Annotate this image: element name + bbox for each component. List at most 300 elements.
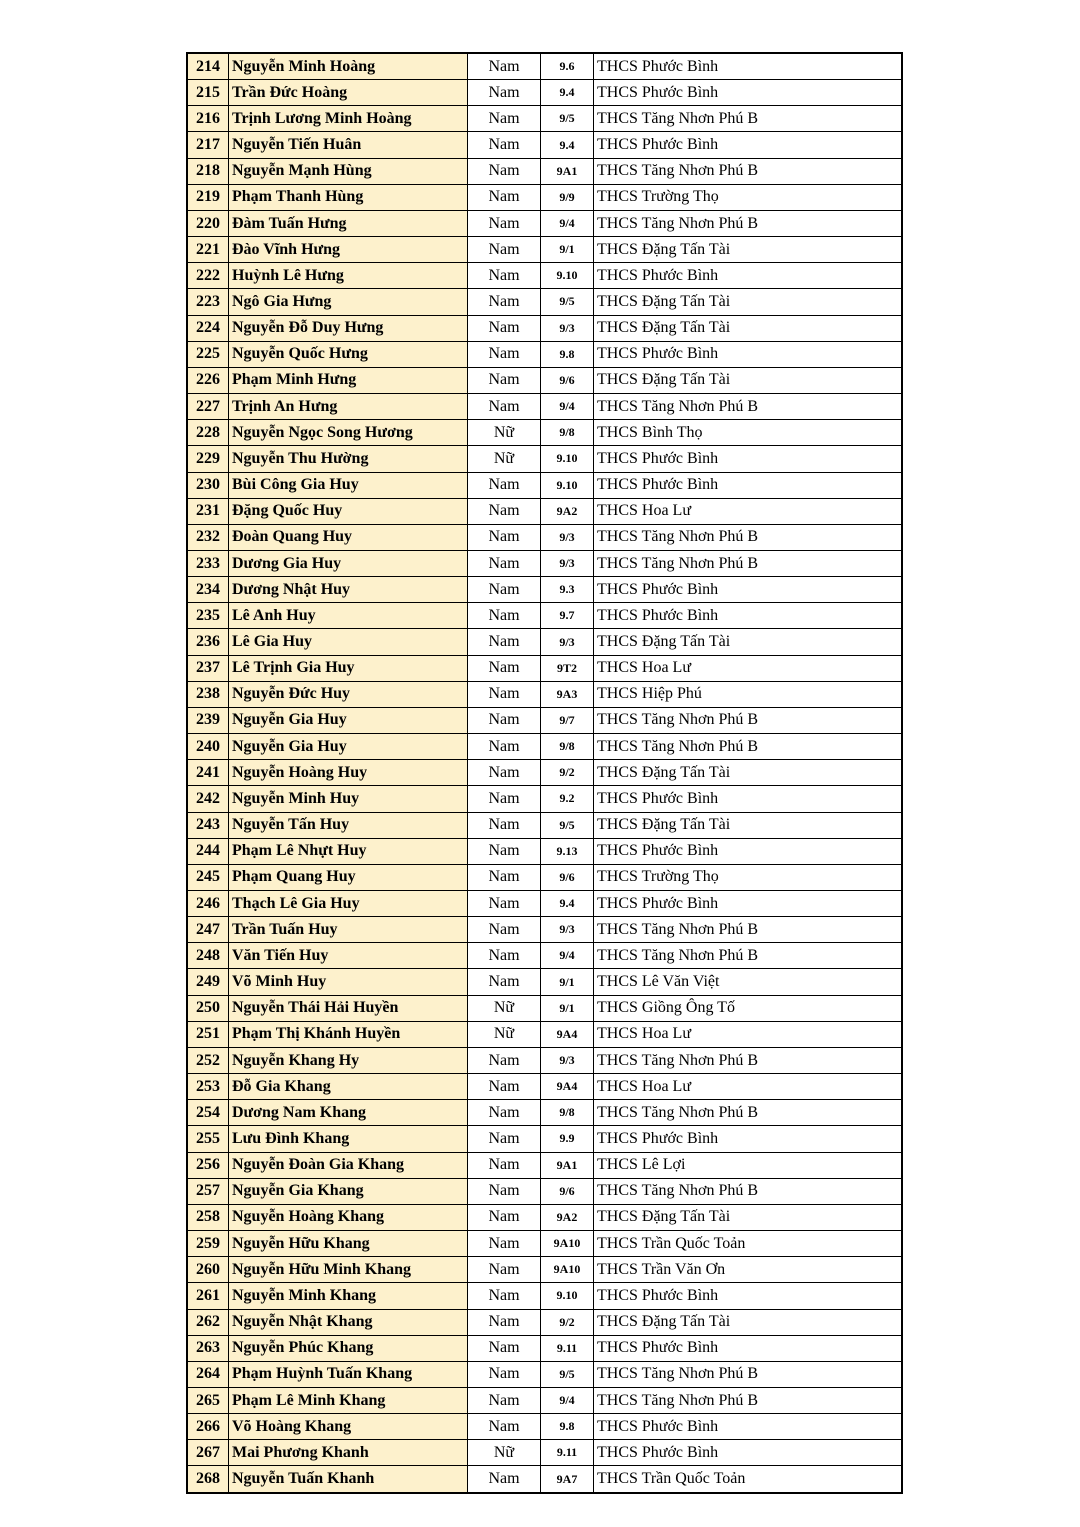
student-name-cell: Lê Trịnh Gia Huy — [229, 655, 468, 681]
school-cell: THCS Trần Văn Ơn — [594, 1257, 903, 1283]
row-number-cell: 227 — [187, 394, 229, 420]
student-name-cell: Đặng Quốc Huy — [229, 498, 468, 524]
gender-cell: Nam — [468, 237, 541, 263]
row-number-cell: 233 — [187, 550, 229, 576]
gender-cell: Nam — [468, 315, 541, 341]
class-cell: 9/3 — [541, 917, 594, 943]
gender-cell: Nam — [468, 106, 541, 132]
student-name-cell: Phạm Lê Minh Khang — [229, 1387, 468, 1413]
table-row — [187, 917, 902, 943]
student-name-cell: Nguyễn Gia Huy — [229, 734, 468, 760]
school-cell: THCS Trường Thọ — [594, 184, 903, 210]
row-number-cell: 245 — [187, 864, 229, 890]
table-row — [187, 577, 902, 603]
student-name-cell: Mai Phương Khanh — [229, 1440, 468, 1466]
class-cell: 9/4 — [541, 394, 594, 420]
school-cell: THCS Tăng Nhơn Phú B — [594, 943, 903, 969]
row-number-cell: 214 — [187, 53, 229, 80]
table-row — [187, 1335, 902, 1361]
row-number-cell: 230 — [187, 472, 229, 498]
table-row — [187, 681, 902, 707]
gender-cell: Nữ — [468, 995, 541, 1021]
school-cell: THCS Đặng Tấn Tài — [594, 289, 903, 315]
student-name-cell: Nguyễn Gia Huy — [229, 707, 468, 733]
gender-cell: Nam — [468, 472, 541, 498]
table-row — [187, 289, 902, 315]
table-row — [187, 315, 902, 341]
table-row — [187, 132, 902, 158]
school-cell: THCS Phước Bình — [594, 786, 903, 812]
class-cell: 9A1 — [541, 1152, 594, 1178]
class-cell: 9A4 — [541, 1021, 594, 1047]
gender-cell: Nam — [468, 603, 541, 629]
gender-cell: Nam — [468, 1387, 541, 1413]
row-number-cell: 228 — [187, 420, 229, 446]
student-name-cell: Nguyễn Quốc Hưng — [229, 341, 468, 367]
table-row — [187, 943, 902, 969]
class-cell: 9A3 — [541, 681, 594, 707]
school-cell: THCS Phước Bình — [594, 53, 903, 80]
row-number-cell: 251 — [187, 1021, 229, 1047]
school-cell: THCS Phước Bình — [594, 1440, 903, 1466]
row-number-cell: 247 — [187, 917, 229, 943]
table-row — [187, 394, 902, 420]
gender-cell: Nam — [468, 1309, 541, 1335]
student-name-cell: Võ Minh Huy — [229, 969, 468, 995]
gender-cell: Nam — [468, 1126, 541, 1152]
student-name-cell: Nguyễn Nhật Khang — [229, 1309, 468, 1335]
gender-cell: Nam — [468, 943, 541, 969]
class-cell: 9/8 — [541, 420, 594, 446]
row-number-cell: 259 — [187, 1231, 229, 1257]
school-cell: THCS Hoa Lư — [594, 498, 903, 524]
table-row — [187, 1414, 902, 1440]
student-name-cell: Trần Tuấn Huy — [229, 917, 468, 943]
table-row — [187, 1021, 902, 1047]
gender-cell: Nam — [468, 341, 541, 367]
table-row — [187, 1309, 902, 1335]
table-row — [187, 760, 902, 786]
school-cell: THCS Phước Bình — [594, 80, 903, 106]
class-cell: 9/8 — [541, 734, 594, 760]
gender-cell: Nam — [468, 838, 541, 864]
class-cell: 9T2 — [541, 655, 594, 681]
table-row — [187, 864, 902, 890]
table-row — [187, 891, 902, 917]
school-cell: THCS Phước Bình — [594, 1414, 903, 1440]
student-list-body — [187, 53, 902, 1493]
row-number-cell: 241 — [187, 760, 229, 786]
school-cell: THCS Đặng Tấn Tài — [594, 760, 903, 786]
gender-cell: Nam — [468, 394, 541, 420]
row-number-cell: 260 — [187, 1257, 229, 1283]
row-number-cell: 242 — [187, 786, 229, 812]
table-row — [187, 263, 902, 289]
class-cell: 9/6 — [541, 864, 594, 890]
row-number-cell: 263 — [187, 1335, 229, 1361]
gender-cell: Nam — [468, 1257, 541, 1283]
class-cell: 9/8 — [541, 1100, 594, 1126]
gender-cell: Nam — [468, 1152, 541, 1178]
table-row — [187, 655, 902, 681]
gender-cell: Nam — [468, 969, 541, 995]
gender-cell: Nam — [468, 184, 541, 210]
class-cell: 9/5 — [541, 812, 594, 838]
row-number-cell: 221 — [187, 237, 229, 263]
student-name-cell: Dương Gia Huy — [229, 550, 468, 576]
row-number-cell: 256 — [187, 1152, 229, 1178]
class-cell: 9A4 — [541, 1074, 594, 1100]
row-number-cell: 220 — [187, 210, 229, 236]
student-name-cell: Phạm Thị Khánh Huyền — [229, 1021, 468, 1047]
student-name-cell: Nguyễn Hoàng Huy — [229, 760, 468, 786]
student-name-cell: Nguyễn Tấn Huy — [229, 812, 468, 838]
gender-cell: Nữ — [468, 420, 541, 446]
student-name-cell: Nguyễn Khang Hy — [229, 1047, 468, 1073]
student-name-cell: Lê Anh Huy — [229, 603, 468, 629]
class-cell: 9/3 — [541, 524, 594, 550]
school-cell: THCS Phước Bình — [594, 1335, 903, 1361]
student-name-cell: Nguyễn Đức Huy — [229, 681, 468, 707]
class-cell: 9/4 — [541, 1387, 594, 1413]
gender-cell: Nam — [468, 1204, 541, 1230]
student-name-cell: Nguyễn Thu Hường — [229, 446, 468, 472]
gender-cell: Nam — [468, 1414, 541, 1440]
table-row — [187, 1047, 902, 1073]
student-name-cell: Phạm Huỳnh Tuấn Khang — [229, 1361, 468, 1387]
school-cell: THCS Giồng Ông Tố — [594, 995, 903, 1021]
gender-cell: Nam — [468, 498, 541, 524]
student-name-cell: Nguyễn Tuấn Khanh — [229, 1466, 468, 1493]
gender-cell: Nam — [468, 53, 541, 80]
row-number-cell: 218 — [187, 158, 229, 184]
table-row — [187, 838, 902, 864]
class-cell: 9.8 — [541, 1414, 594, 1440]
school-cell: THCS Đặng Tấn Tài — [594, 1309, 903, 1335]
student-name-cell: Phạm Minh Hưng — [229, 367, 468, 393]
student-name-cell: Dương Nam Khang — [229, 1100, 468, 1126]
row-number-cell: 240 — [187, 734, 229, 760]
school-cell: THCS Phước Bình — [594, 891, 903, 917]
class-cell: 9/3 — [541, 1047, 594, 1073]
gender-cell: Nam — [468, 707, 541, 733]
table-row — [187, 1387, 902, 1413]
row-number-cell: 229 — [187, 446, 229, 472]
table-row — [187, 472, 902, 498]
row-number-cell: 223 — [187, 289, 229, 315]
class-cell: 9.10 — [541, 472, 594, 498]
row-number-cell: 234 — [187, 577, 229, 603]
row-number-cell: 215 — [187, 80, 229, 106]
table-row — [187, 106, 902, 132]
row-number-cell: 232 — [187, 524, 229, 550]
student-name-cell: Nguyễn Phúc Khang — [229, 1335, 468, 1361]
table-row — [187, 210, 902, 236]
student-name-cell: Thạch Lê Gia Huy — [229, 891, 468, 917]
table-row — [187, 707, 902, 733]
table-row — [187, 1283, 902, 1309]
class-cell: 9/5 — [541, 106, 594, 132]
class-cell: 9A2 — [541, 498, 594, 524]
gender-cell: Nam — [468, 864, 541, 890]
student-name-cell: Văn Tiến Huy — [229, 943, 468, 969]
table-row — [187, 550, 902, 576]
row-number-cell: 222 — [187, 263, 229, 289]
student-name-cell: Nguyễn Mạnh Hùng — [229, 158, 468, 184]
row-number-cell: 266 — [187, 1414, 229, 1440]
class-cell: 9/1 — [541, 995, 594, 1021]
row-number-cell: 254 — [187, 1100, 229, 1126]
gender-cell: Nam — [468, 577, 541, 603]
table-row — [187, 237, 902, 263]
table-row — [187, 420, 902, 446]
row-number-cell: 235 — [187, 603, 229, 629]
gender-cell: Nam — [468, 1178, 541, 1204]
row-number-cell: 231 — [187, 498, 229, 524]
school-cell: THCS Phước Bình — [594, 446, 903, 472]
school-cell: THCS Tăng Nhơn Phú B — [594, 394, 903, 420]
class-cell: 9/5 — [541, 289, 594, 315]
table-row — [187, 969, 902, 995]
row-number-cell: 261 — [187, 1283, 229, 1309]
table-row — [187, 80, 902, 106]
gender-cell: Nam — [468, 734, 541, 760]
gender-cell: Nam — [468, 1466, 541, 1493]
table-row — [187, 995, 902, 1021]
school-cell: THCS Đặng Tấn Tài — [594, 315, 903, 341]
class-cell: 9/7 — [541, 707, 594, 733]
class-cell: 9.7 — [541, 603, 594, 629]
row-number-cell: 250 — [187, 995, 229, 1021]
table-row — [187, 1100, 902, 1126]
class-cell: 9.4 — [541, 891, 594, 917]
class-cell: 9.11 — [541, 1335, 594, 1361]
gender-cell: Nam — [468, 891, 541, 917]
gender-cell: Nam — [468, 158, 541, 184]
table-row — [187, 1440, 902, 1466]
gender-cell: Nam — [468, 1074, 541, 1100]
table-row — [187, 524, 902, 550]
gender-cell: Nam — [468, 655, 541, 681]
row-number-cell: 246 — [187, 891, 229, 917]
student-name-cell: Trịnh Lương Minh Hoàng — [229, 106, 468, 132]
table-row — [187, 734, 902, 760]
class-cell: 9A10 — [541, 1231, 594, 1257]
row-number-cell: 219 — [187, 184, 229, 210]
table-row — [187, 786, 902, 812]
row-number-cell: 252 — [187, 1047, 229, 1073]
row-number-cell: 216 — [187, 106, 229, 132]
class-cell: 9/3 — [541, 629, 594, 655]
class-cell: 9A1 — [541, 158, 594, 184]
student-name-cell: Bùi Công Gia Huy — [229, 472, 468, 498]
row-number-cell: 262 — [187, 1309, 229, 1335]
table-row — [187, 53, 902, 80]
school-cell: THCS Hoa Lư — [594, 1021, 903, 1047]
school-cell: THCS Phước Bình — [594, 472, 903, 498]
class-cell: 9/9 — [541, 184, 594, 210]
student-name-cell: Trịnh An Hưng — [229, 394, 468, 420]
gender-cell: Nam — [468, 786, 541, 812]
gender-cell: Nam — [468, 1047, 541, 1073]
gender-cell: Nam — [468, 1283, 541, 1309]
school-cell: THCS Đặng Tấn Tài — [594, 237, 903, 263]
student-name-cell: Huỳnh Lê Hưng — [229, 263, 468, 289]
row-number-cell: 267 — [187, 1440, 229, 1466]
class-cell: 9A7 — [541, 1466, 594, 1493]
row-number-cell: 239 — [187, 707, 229, 733]
table-row — [187, 1361, 902, 1387]
gender-cell: Nam — [468, 1361, 541, 1387]
row-number-cell: 236 — [187, 629, 229, 655]
gender-cell: Nam — [468, 367, 541, 393]
school-cell: THCS Trần Quốc Toản — [594, 1466, 903, 1493]
class-cell: 9/3 — [541, 315, 594, 341]
student-name-cell: Dương Nhật Huy — [229, 577, 468, 603]
student-name-cell: Nguyễn Minh Khang — [229, 1283, 468, 1309]
row-number-cell: 249 — [187, 969, 229, 995]
table-row — [187, 1257, 902, 1283]
student-name-cell: Võ Hoàng Khang — [229, 1414, 468, 1440]
table-row — [187, 603, 902, 629]
gender-cell: Nam — [468, 812, 541, 838]
class-cell: 9/4 — [541, 943, 594, 969]
table-row — [187, 367, 902, 393]
class-cell: 9/5 — [541, 1361, 594, 1387]
gender-cell: Nam — [468, 629, 541, 655]
student-name-cell: Nguyễn Hữu Minh Khang — [229, 1257, 468, 1283]
class-cell: 9/2 — [541, 1309, 594, 1335]
school-cell: THCS Trường Thọ — [594, 864, 903, 890]
school-cell: THCS Tăng Nhơn Phú B — [594, 550, 903, 576]
gender-cell: Nữ — [468, 1440, 541, 1466]
gender-cell: Nam — [468, 524, 541, 550]
school-cell: THCS Phước Bình — [594, 1283, 903, 1309]
student-name-cell: Lưu Đình Khang — [229, 1126, 468, 1152]
school-cell: THCS Phước Bình — [594, 132, 903, 158]
school-cell: THCS Phước Bình — [594, 838, 903, 864]
table-row — [187, 1074, 902, 1100]
school-cell: THCS Tăng Nhơn Phú B — [594, 734, 903, 760]
row-number-cell: 268 — [187, 1466, 229, 1493]
school-cell: THCS Hiệp Phú — [594, 681, 903, 707]
row-number-cell: 248 — [187, 943, 229, 969]
class-cell: 9.13 — [541, 838, 594, 864]
student-name-cell: Nguyễn Đỗ Duy Hưng — [229, 315, 468, 341]
table-row — [187, 1231, 902, 1257]
row-number-cell: 255 — [187, 1126, 229, 1152]
gender-cell: Nam — [468, 263, 541, 289]
student-name-cell: Nguyễn Hữu Khang — [229, 1231, 468, 1257]
school-cell: THCS Tăng Nhơn Phú B — [594, 1361, 903, 1387]
gender-cell: Nam — [468, 289, 541, 315]
class-cell: 9.9 — [541, 1126, 594, 1152]
table-row — [187, 184, 902, 210]
student-list-table — [186, 52, 903, 1494]
row-number-cell: 257 — [187, 1178, 229, 1204]
student-name-cell: Nguyễn Minh Huy — [229, 786, 468, 812]
table-row — [187, 812, 902, 838]
student-name-cell: Nguyễn Đoàn Gia Khang — [229, 1152, 468, 1178]
school-cell: THCS Đặng Tấn Tài — [594, 367, 903, 393]
gender-cell: Nữ — [468, 1021, 541, 1047]
class-cell: 9/2 — [541, 760, 594, 786]
school-cell: THCS Tăng Nhơn Phú B — [594, 210, 903, 236]
school-cell: THCS Phước Bình — [594, 603, 903, 629]
school-cell: THCS Đặng Tấn Tài — [594, 629, 903, 655]
student-name-cell: Phạm Thanh Hùng — [229, 184, 468, 210]
student-name-cell: Đoàn Quang Huy — [229, 524, 468, 550]
school-cell: THCS Hoa Lư — [594, 655, 903, 681]
row-number-cell: 253 — [187, 1074, 229, 1100]
table-row — [187, 1466, 902, 1493]
school-cell: THCS Phước Bình — [594, 263, 903, 289]
row-number-cell: 225 — [187, 341, 229, 367]
school-cell: THCS Tăng Nhơn Phú B — [594, 1047, 903, 1073]
row-number-cell: 238 — [187, 681, 229, 707]
class-cell: 9/1 — [541, 237, 594, 263]
student-name-cell: Phạm Lê Nhựt Huy — [229, 838, 468, 864]
school-cell: THCS Hoa Lư — [594, 1074, 903, 1100]
class-cell: 9/1 — [541, 969, 594, 995]
student-name-cell: Nguyễn Tiến Huân — [229, 132, 468, 158]
class-cell: 9/3 — [541, 550, 594, 576]
row-number-cell: 224 — [187, 315, 229, 341]
row-number-cell: 226 — [187, 367, 229, 393]
class-cell: 9.11 — [541, 1440, 594, 1466]
row-number-cell: 244 — [187, 838, 229, 864]
class-cell: 9/6 — [541, 1178, 594, 1204]
student-name-cell: Nguyễn Minh Hoàng — [229, 53, 468, 80]
gender-cell: Nam — [468, 1231, 541, 1257]
school-cell: THCS Đặng Tấn Tài — [594, 812, 903, 838]
class-cell: 9/4 — [541, 210, 594, 236]
student-name-cell: Phạm Quang Huy — [229, 864, 468, 890]
school-cell: THCS Tăng Nhơn Phú B — [594, 158, 903, 184]
class-cell: 9A10 — [541, 1257, 594, 1283]
row-number-cell: 264 — [187, 1361, 229, 1387]
student-name-cell: Đỗ Gia Khang — [229, 1074, 468, 1100]
table-row — [187, 158, 902, 184]
gender-cell: Nam — [468, 550, 541, 576]
school-cell: THCS Tăng Nhơn Phú B — [594, 106, 903, 132]
table-row — [187, 446, 902, 472]
class-cell: 9/6 — [541, 367, 594, 393]
gender-cell: Nữ — [468, 446, 541, 472]
table-row — [187, 1126, 902, 1152]
row-number-cell: 258 — [187, 1204, 229, 1230]
school-cell: THCS Tăng Nhơn Phú B — [594, 1178, 903, 1204]
row-number-cell: 265 — [187, 1387, 229, 1413]
class-cell: 9.6 — [541, 53, 594, 80]
class-cell: 9A2 — [541, 1204, 594, 1230]
class-cell: 9.10 — [541, 1283, 594, 1309]
table-row — [187, 498, 902, 524]
row-number-cell: 217 — [187, 132, 229, 158]
class-cell: 9.8 — [541, 341, 594, 367]
school-cell: THCS Tăng Nhơn Phú B — [594, 1387, 903, 1413]
school-cell: THCS Bình Thọ — [594, 420, 903, 446]
class-cell: 9.4 — [541, 132, 594, 158]
student-name-cell: Nguyễn Thái Hải Huyền — [229, 995, 468, 1021]
student-name-cell: Ngô Gia Hưng — [229, 289, 468, 315]
gender-cell: Nam — [468, 1100, 541, 1126]
gender-cell: Nam — [468, 80, 541, 106]
school-cell: THCS Trần Quốc Toản — [594, 1231, 903, 1257]
school-cell: THCS Tăng Nhơn Phú B — [594, 917, 903, 943]
table-row — [187, 629, 902, 655]
school-cell: THCS Phước Bình — [594, 1126, 903, 1152]
